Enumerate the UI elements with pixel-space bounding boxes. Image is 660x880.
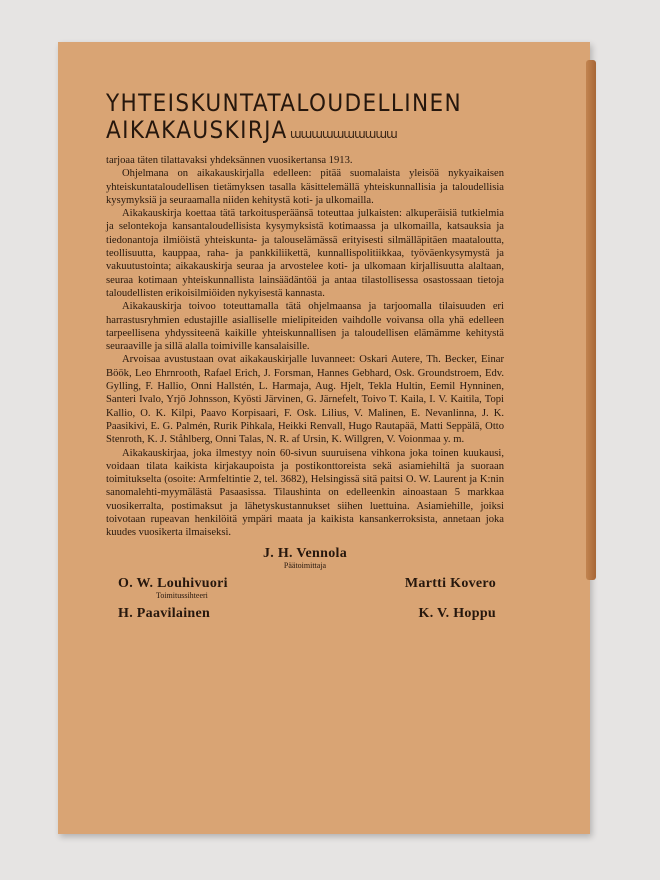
journal-title-line1: YHTEISKUNTATALOUDELLINEN	[106, 89, 462, 117]
ornament-border: ɯɯɯɯɯɯɯɯɯɯ	[289, 126, 397, 141]
secretary-name: O. W. Louhivuori	[118, 575, 228, 591]
member-name: H. Paavilainen	[118, 605, 211, 621]
paragraph: Arvoisaa avustustaan ovat aikakauskirjalle luvanneet: Oskari Autere, Th. Becker, Einar Böök, Leo Ehrnrooth, Rafael Erich, J. Forsman, Hannes Gebhard, Osk. Groundstroem, Edv. Gylling, F. Hallio, Onni Hallstén, L. Harmaja, Aug. Hjelt, Tekla Hultin, Eemil Hynninen, Santeri Ivalo, Yrjö Johnsson, Kyösti Järvinen, G. Järnefelt, Toivo T. Kaila, I. V. Kaitila, Topi Kallio, O. K. Kilpi, Paavo Korpisaari, F. Osk. Lilius, V. Malinen, E. Nevanlinna, J. K. Paasikivi, E. G. Palmén, Rurik Pihkala, Heikki Renvall, Hugo Rautapää, Matti Seppälä, Otto Stenroth, K. J. Ståhlberg, Onni Talas, N. R. af Ursin, K. Willgren, V. Voionmaa y. m.	[106, 354, 504, 446]
secretary-role: Toimitussihteeri	[156, 590, 208, 600]
announcement-body	[106, 154, 504, 540]
paragraph: Aikakauskirjaa, joka ilmestyy noin 60-sivun suuruisena vihkona joka toinen kuukausi, voidaan tilata kaikista kirjakaupoista ja postikonttoreista sekä asiamiehiltä ja suoraan toimitukselta (osoite: Armfeltintie 2, tel. 3682), Helsingissä sitä paitsi O. W. Laurent ja K:nin sanomalehti-myymälästä Pasaasissa. Tilaushinta on edelleenkin ainoastaan 5 markkaa vuosikerralta, postimaksut ja lähetyskustannukset siihen luettuina. Asiamiehille, joiksi toivotaan rupeavan henkilöitä ympäri maata ja kaikista kansankerroksista, annetaan joka kuudes vuosikerta ilmaiseksi.	[106, 447, 504, 539]
paragraph: Aikakauskirja koettaa tätä tarkoitusperäänsä toteuttaa julkaisten: alkuperäisiä tutkielmia ja selontekoja kansantaloudellisista kysymyksistä kotimaassa ja ulkomailla, katsauksia ja tiedonantoja ilmiöistä yhteiskunta- ja talouselämässä erityisesti silmälläpitäen maataloutta, teollisuutta, kauppaa, raha- ja pankkiliikettä, kunnallispolitiikkaa, työväenkysymystä ja vakuutustointa; aikakauskirja seuraa ja arvostelee koti- ja ulkomaan kirjallisuutta alaltaan, seuraa kotimaan yhteiskunnallista lainsäädäntöä ja antaa tilastollisessa osastossaan tietoja taloudellisten erikoisilmiöiden nykyisestä kannasta.	[106, 208, 504, 299]
editor-name: J. H. Vennola	[262, 545, 348, 561]
signature-row-1	[106, 576, 504, 592]
paragraph: tarjoaa täten tilattavaksi yhdeksännen vuosikertansa 1913.	[106, 155, 353, 166]
signature-block	[106, 546, 504, 622]
journal-title-row	[106, 117, 504, 144]
signature-row-2	[106, 606, 504, 622]
editor-role: Päätoimittaja	[283, 560, 327, 570]
journal-title-line2: AIKAKAUSKIRJA	[106, 116, 288, 144]
paragraph: Aikakauskirja toivoo toteuttamalla tätä ohjelmaansa ja tarjoomalla tilaisuuden eri harrastusryhmien edustajille asialliselle mielipiteiden vaihdolle voivansa olla yhä edelleen tarpeellisena yhdyssiteenä kaikille yhteiskunnallisen ja taloudellisen elämämme kehitystä seuraaville ja sillä alalla toimiville kansalaisille.	[106, 301, 504, 353]
paragraph: Ohjelmana on aikakauskirjalla edelleen: pitää suomalaista yleisöä nykyaikaisen yhteiskuntataloudellisen tietämyksen tasalla käsittelemällä yhteiskunnallisia ja taloudellisia kysymyksiä ja seuraamalla niiden kehitystä koti- ja ulkomailla.	[106, 168, 504, 206]
member-name: Martti Kovero	[404, 575, 496, 591]
leaflet-content	[106, 90, 504, 622]
member-name: K. V. Hoppu	[418, 605, 496, 621]
binding-edge	[586, 60, 596, 580]
